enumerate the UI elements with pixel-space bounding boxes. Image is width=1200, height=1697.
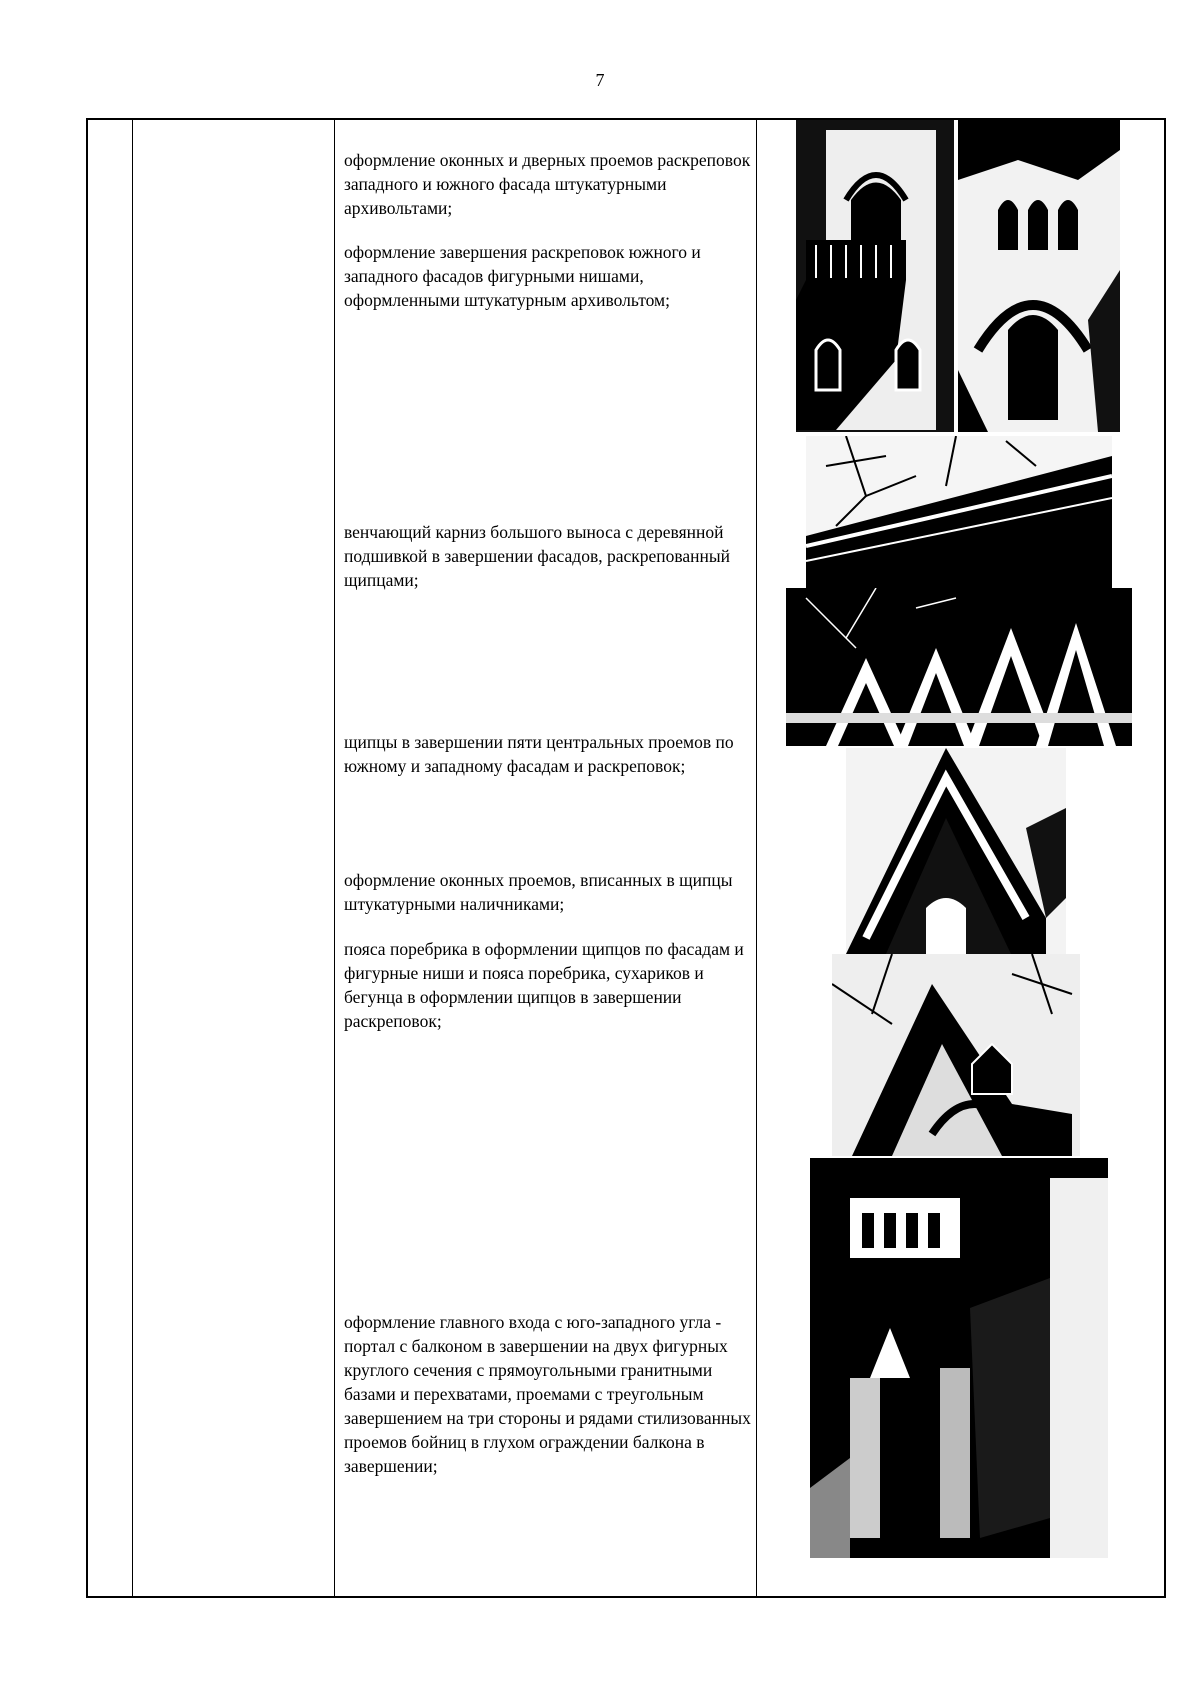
- photo-gable-window-surround: [846, 748, 1066, 954]
- photo-main-entrance-portal: [810, 1158, 1108, 1558]
- column-divider: [132, 118, 133, 1598]
- page-number: 7: [595, 70, 605, 90]
- paragraph-gables: щипцы в завершении пяти центральных проемов по южному и западному фасадам и раскреповок;: [344, 732, 734, 776]
- photo-gables-row: [786, 588, 1132, 746]
- column-divider: [334, 118, 335, 1598]
- photo-arched-windows: [958, 120, 1120, 432]
- photo-crowning-cornice: [806, 436, 1112, 588]
- paragraph-brick-belts: пояса поребрика в оформлении щипцов по фасадам и фигурные ниши и пояса поребрика, сухариков и бегунца в оформлении щипцов в завершении раскреповок;: [344, 939, 744, 1031]
- paragraph-main-entrance: оформление главного входа с юго-западного угла - портал с балконом в завершении на двух фигурных круглого сечения с прямоугольными гранитными базами и перехватами, проемами с треугольным завершением на три стороны и рядами стилизованных проемов бойниц в глухом ограждении балкона в завершении;: [344, 1312, 751, 1476]
- paragraph-figured-niches: оформление завершения раскреповок южного и западного фасадов фигурными нишами, оформленными штукатурным архивольтом;: [344, 242, 701, 310]
- paragraph-crowning-cornice: венчающий карниз большого выноса с деревянной подшивкой в завершении фасадов, раскрепованный щипцами;: [344, 522, 731, 590]
- paragraph-window-surrounds: оформление оконных проемов, вписанных в щипцы штукатурными наличниками;: [344, 870, 733, 914]
- photo-gable-brick-belts: [832, 954, 1080, 1156]
- paragraph-window-door-archivolts: оформление оконных и дверных проемов раскреповок западного и южного фасада штукатурными архивольтами;: [344, 150, 751, 218]
- column-divider: [756, 118, 757, 1598]
- photo-balcony-tower: [796, 120, 954, 432]
